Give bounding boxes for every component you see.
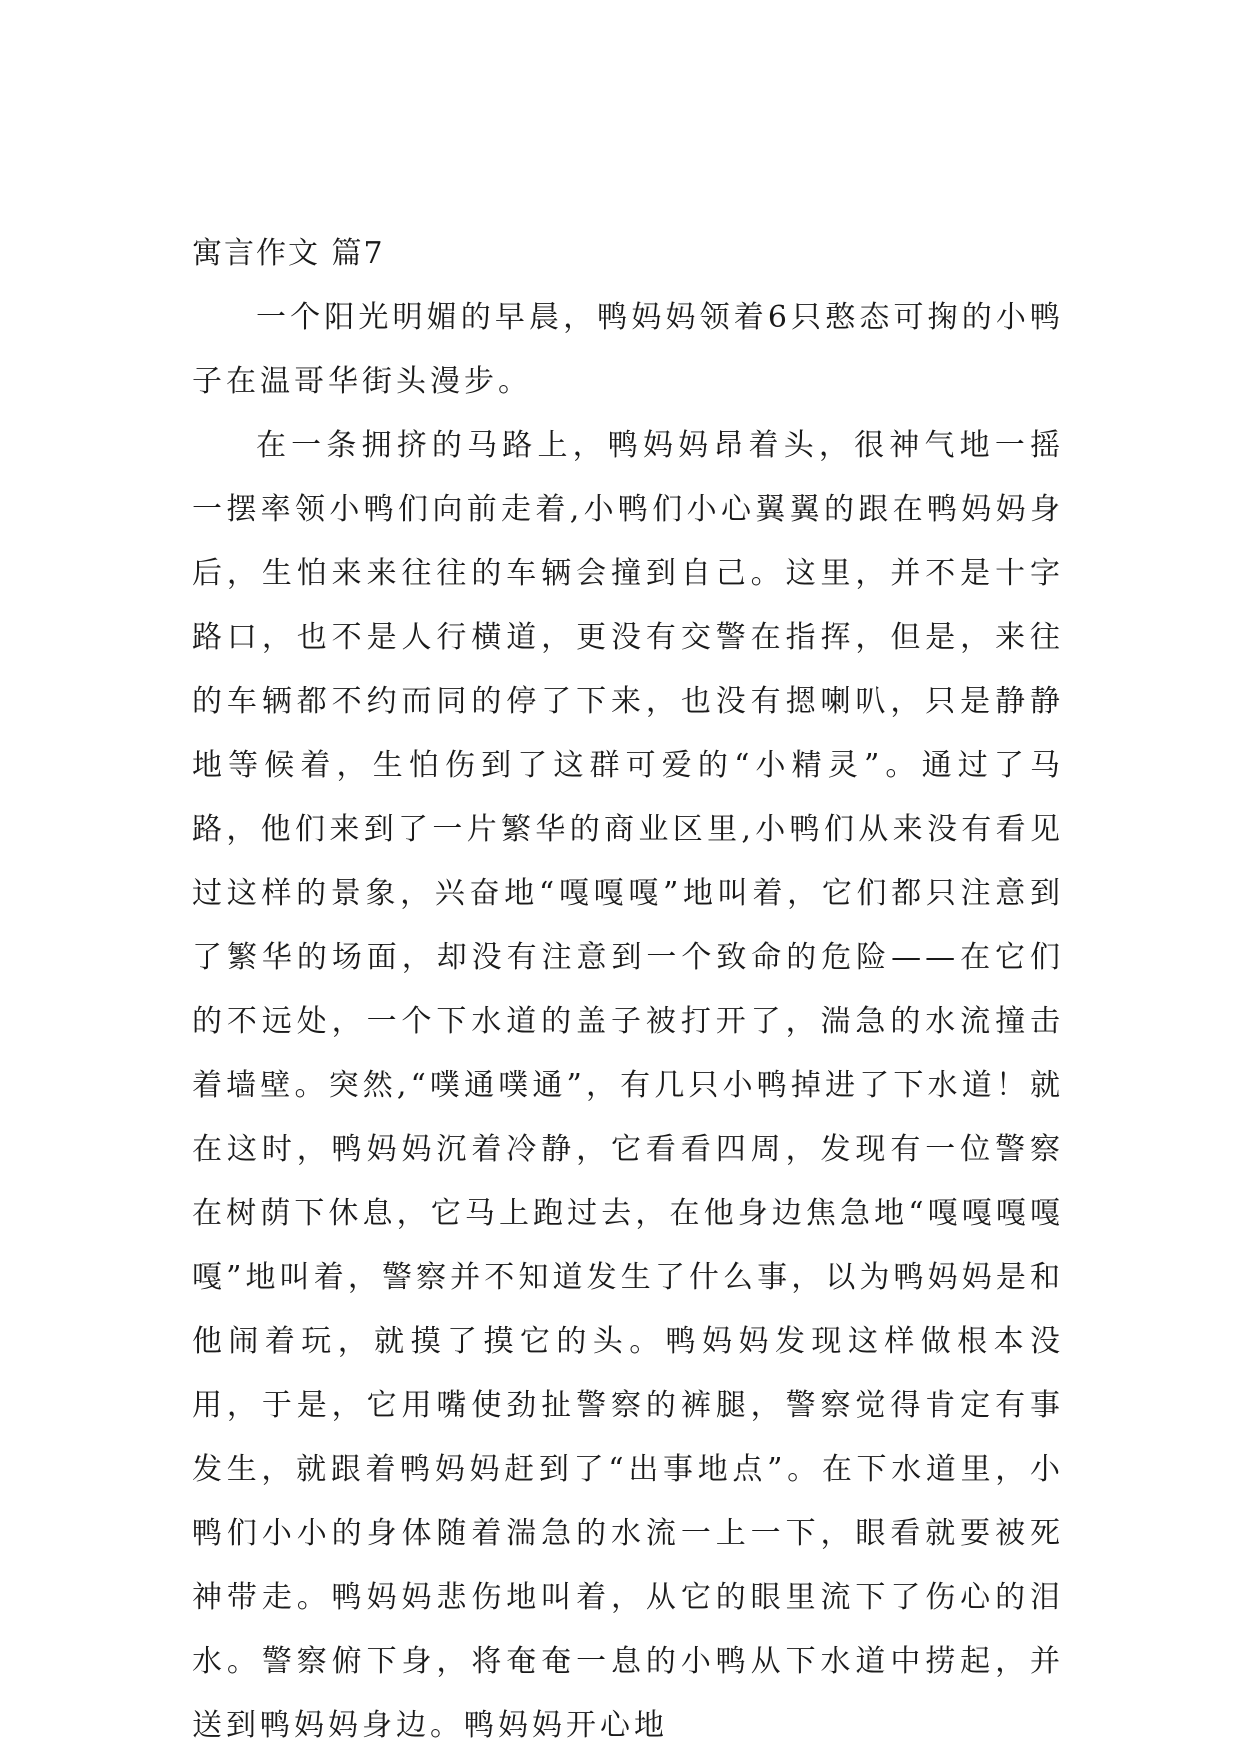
paragraph-1: 一个阳光明媚的早晨，鸭妈妈领着6只憨态可掬的小鸭子在温哥华街头漫步。 [192, 300, 1064, 399]
paragraph-2: 在一条拥挤的马路上，鸭妈妈昂着头，很神气地一摇一摆率领小鸭们向前走着,小鸭们小心翼翼的跟在鸭妈妈身后，生怕来来往往的车辆会撞到自己。这里，并不是十字路口，也不是人行横道，更没有交警在指挥，但是，来往的车辆都不约而同的停了下来，也没有摁喇叭，只是静静地等候着，生怕伤到了这群可爱的“小精灵”。通过了马路，他们来到了一片繁华的商业区里,小鸭们从来没有看见过这样的景象，兴奋地“嘎嘎嘎”地叫着，它们都只注意到了繁华的场面，却没有注意到一个致命的危险——在它们的不远处，一个下水道的盖子被打开了，湍急的水流撞击着墙壁。突然,“噗通噗通”，有几只小鸭掉进了下水道！就在这时，鸭妈妈沉着冷静，它看看四周，发现有一位警察在树荫下休息，它马上跑过去，在他身边焦急地“嘎嘎嘎嘎嘎”地叫着，警察并不知道发生了什么事，以为鸭妈妈是和他闹着玩，就摸了摸它的头。鸭妈妈发现这样做根本没用，于是，它用嘴使劲扯警察的裤腿，警察觉得肯定有事发生，就跟着鸭妈妈赶到了“出事地点”。在下水道里，小鸭们小小的身体随着湍急的水流一上一下，眼看就要被死神带走。鸭妈妈悲伤地叫着，从它的眼里流下了伤心的泪水。警察俯下身，将奄奄一息的小鸭从下水道中捞起，并送到鸭妈妈身边。鸭妈妈开心地 [192, 428, 1064, 1743]
document-body [192, 222, 1064, 1758]
document-title: 寓言作文 篇7 [192, 236, 385, 271]
